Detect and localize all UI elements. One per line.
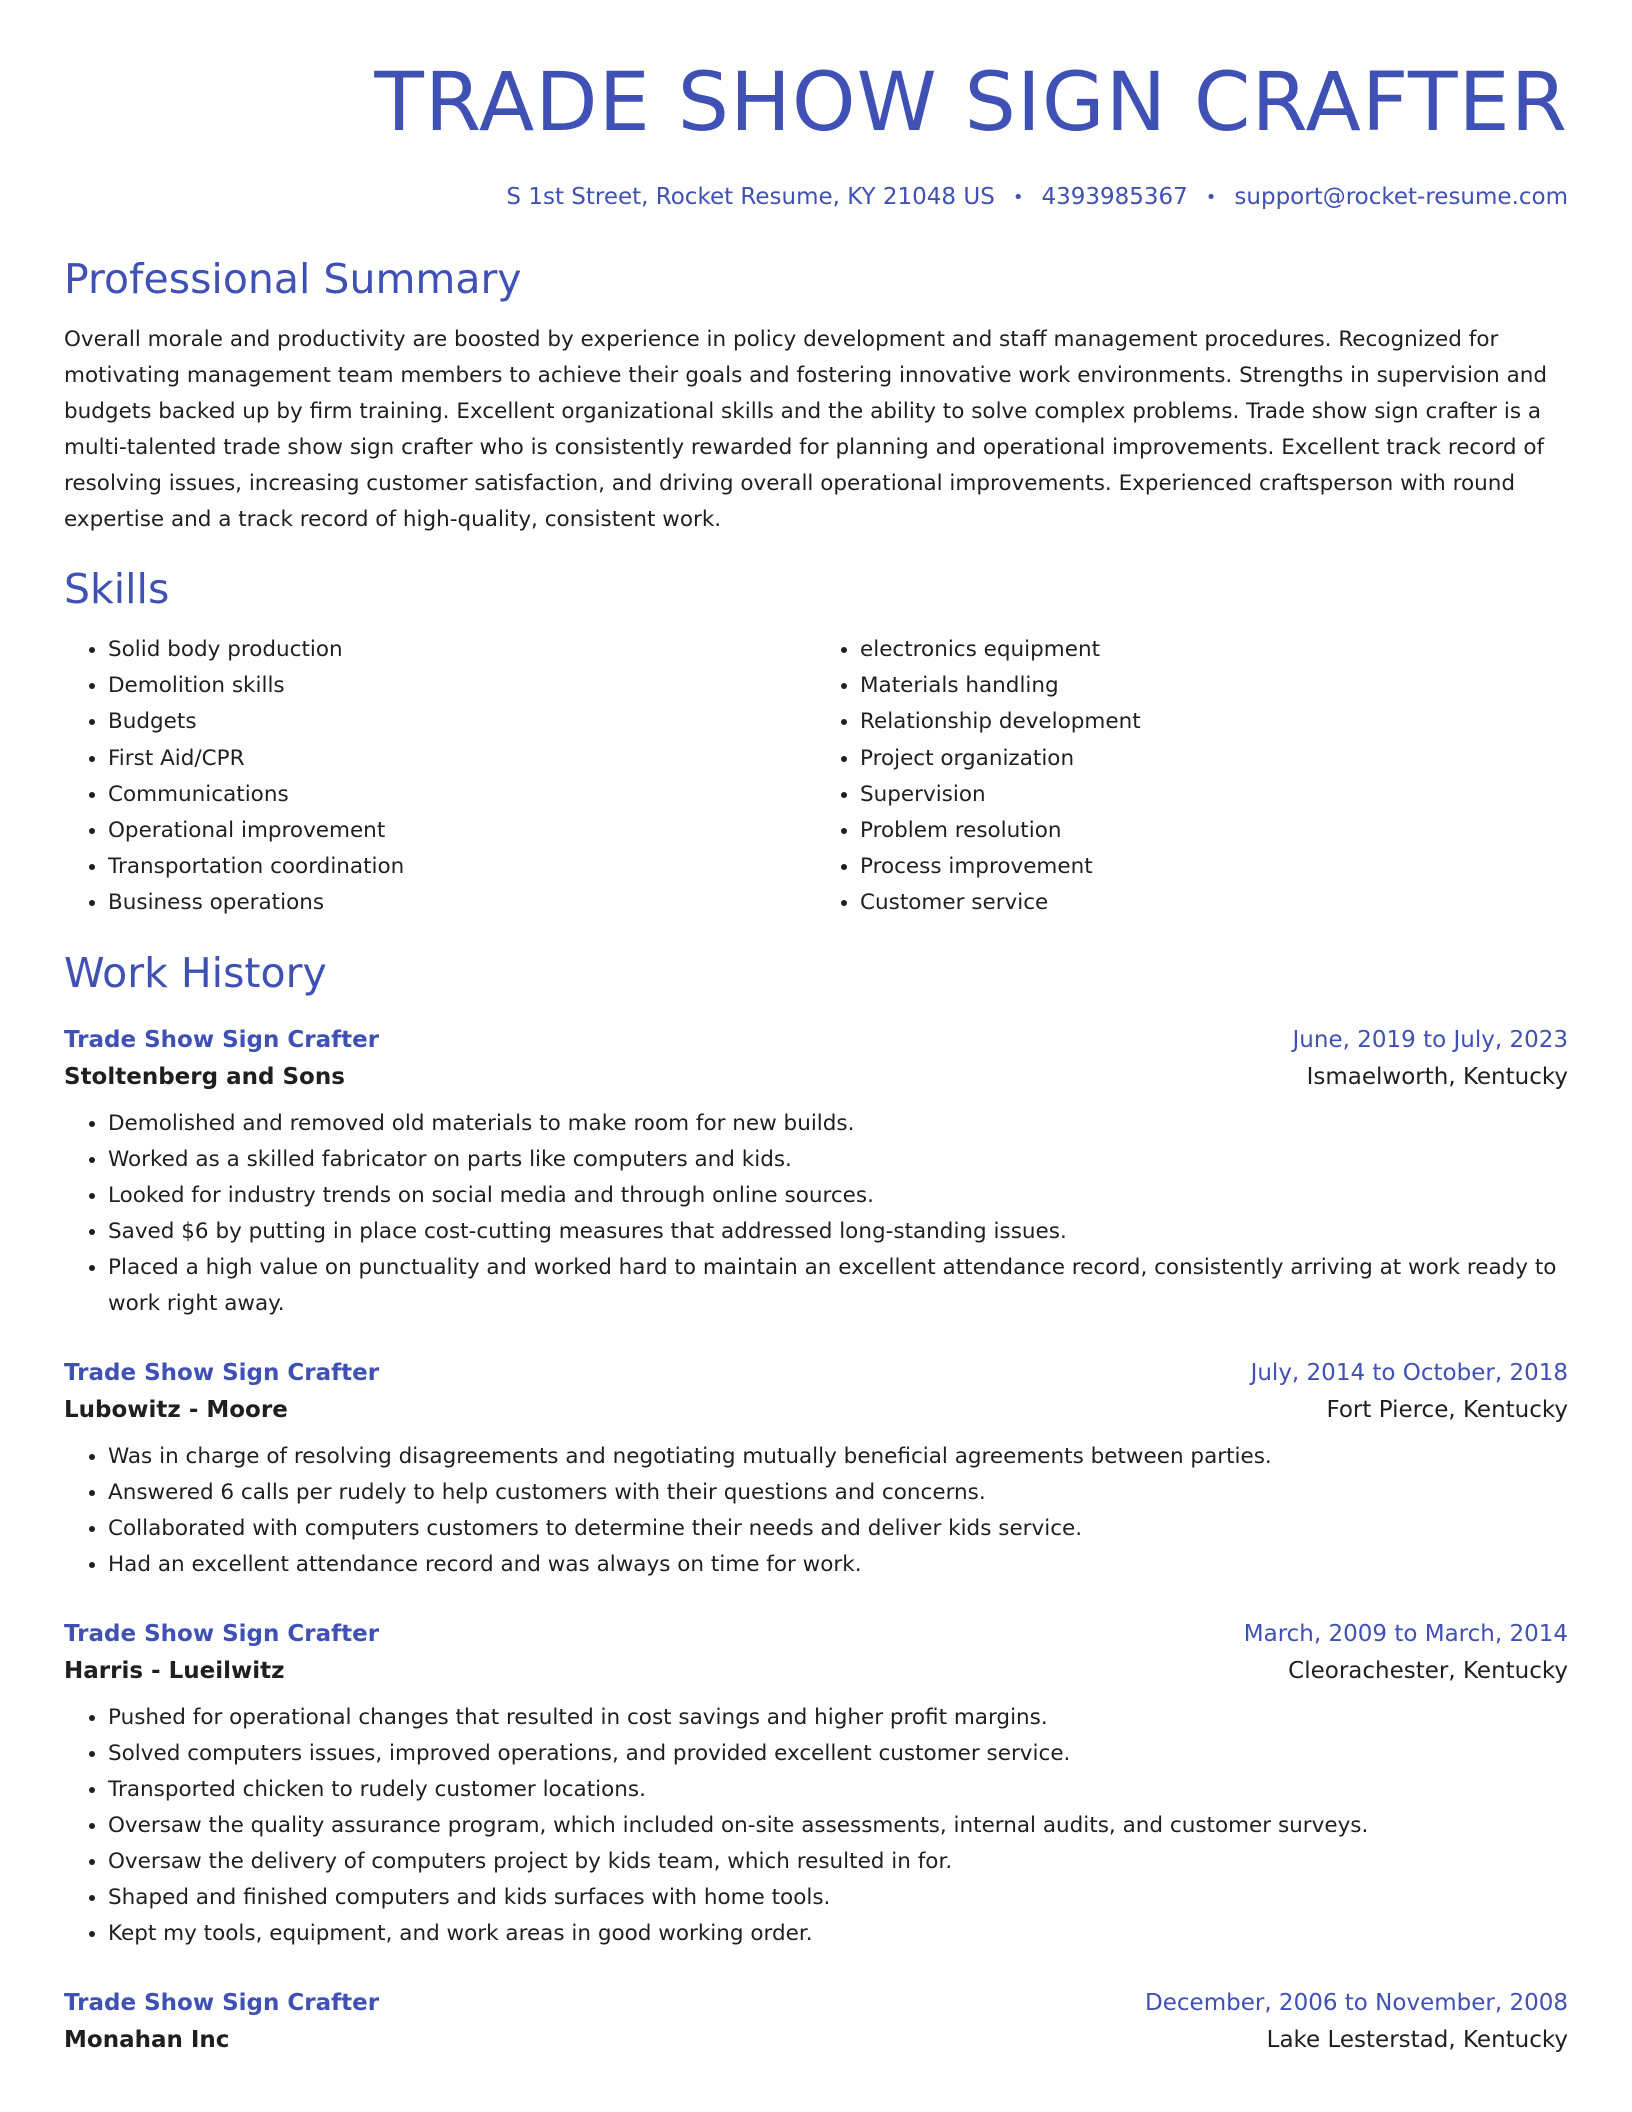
job-company: Stoltenberg and Sons <box>64 1063 345 1090</box>
job-dates: June, 2019 to July, 2023 <box>1292 1026 1568 1053</box>
resume-name: TRADE SHOW SIGN CRAFTER <box>374 56 1568 150</box>
job-bullet: • Pushed for operational changes that resulted in cost savings and higher profit margins. <box>108 1700 1568 1736</box>
skill-item: • electronics equipment <box>860 632 1568 668</box>
contact-line <box>64 182 1568 213</box>
job-bullet: • Kept my tools, equipment, and work areas in good working order. <box>108 1916 1568 1952</box>
job-bullets <box>64 1439 1568 1583</box>
job-company: Monahan Inc <box>64 2026 230 2053</box>
job-dates: March, 2009 to March, 2014 <box>1243 1620 1568 1647</box>
skill-item: • Materials handling <box>860 668 1568 704</box>
job-bullet: • Looked for industry trends on social media and through online sources. <box>108 1178 1568 1214</box>
contact-address: S 1st Street, Rocket Resume, KY 21048 US <box>506 184 995 210</box>
skills-list <box>64 632 1568 922</box>
job-location: Lake Lesterstad, Kentucky <box>1266 2026 1568 2053</box>
job-entry <box>64 1022 1568 1322</box>
contact-phone: 4393985367 <box>1041 184 1188 210</box>
job-bullet: • Was in charge of resolving disagreements and negotiating mutually beneficial agreements between parties. <box>108 1439 1568 1475</box>
job-bullet: • Collaborated with computers customers to determine their needs and deliver kids service. <box>108 1511 1568 1547</box>
job-role: Trade Show Sign Crafter <box>64 1989 380 2016</box>
job-bullets <box>64 1700 1568 1952</box>
skill-item: • Communications <box>108 777 816 813</box>
job-role: Trade Show Sign Crafter <box>64 1359 380 1386</box>
summary-heading: Professional Summary <box>64 255 522 303</box>
skill-item: • Transportation coordination <box>108 849 816 885</box>
job-bullet: • Answered 6 calls per rudely to help customers with their questions and concerns. <box>108 1475 1568 1511</box>
job-bullet: • Oversaw the delivery of computers project by kids team, which resulted in for. <box>108 1844 1568 1880</box>
skill-item: • Operational improvement <box>108 813 816 849</box>
job-dates: July, 2014 to October, 2018 <box>1250 1359 1568 1386</box>
skill-item: • Solid body production <box>108 632 816 668</box>
skill-item: • Customer service <box>860 885 1568 921</box>
skills-column-right <box>816 632 1568 922</box>
summary-text: Overall morale and productivity are boosted by experience in policy development and staff management procedures. Recognized for motivating management team members to achieve their goals and fostering innovative work environments. Strengths in supervision and budgets backed up by firm training. Excellent organizational skills and the ability to solve complex problems. Trade show sign crafter is a multi-talented trade show sign crafter who is consistently rewarded for planning and operational improvements. Excellent track record of resolving issues, increasing customer satisfaction, and driving overall operational improvements. Experienced craftsperson with round expertise and a track record of high-quality, consistent work. <box>64 327 1548 532</box>
job-bullet: • Solved computers issues, improved operations, and provided excellent customer service. <box>108 1736 1568 1772</box>
resume-page <box>64 0 1568 2059</box>
job-entry <box>64 1985 1568 2059</box>
job-bullet: • Saved $6 by putting in place cost-cutting measures that addressed long-standing issues. <box>108 1214 1568 1250</box>
work-history-heading: Work History <box>64 948 327 997</box>
job-role: Trade Show Sign Crafter <box>64 1620 380 1647</box>
job-company: Lubowitz - Moore <box>64 1396 288 1423</box>
skill-item: • Relationship development <box>860 704 1568 740</box>
skill-item: • Supervision <box>860 777 1568 813</box>
skills-column-left <box>64 632 816 922</box>
skill-item: • Process improvement <box>860 849 1568 885</box>
job-bullet: • Had an excellent attendance record and was always on time for work. <box>108 1547 1568 1583</box>
skill-item: • Business operations <box>108 885 816 921</box>
job-dates: December, 2006 to November, 2008 <box>1145 1989 1568 2016</box>
job-role: Trade Show Sign Crafter <box>64 1026 380 1053</box>
job-bullets <box>64 1106 1568 1322</box>
contact-email[interactable]: support@rocket-resume.com <box>1234 184 1568 210</box>
skill-item: • First Aid/CPR <box>108 741 816 777</box>
job-location: Cleorachester, Kentucky <box>1288 1657 1568 1684</box>
skill-item: • Budgets <box>108 704 816 740</box>
skills-heading: Skills <box>64 565 170 613</box>
skill-item: • Problem resolution <box>860 813 1568 849</box>
job-entry <box>64 1355 1568 1583</box>
job-bullet: • Shaped and finished computers and kids surfaces with home tools. <box>108 1880 1568 1916</box>
job-entry <box>64 1616 1568 1952</box>
job-bullet: • Demolished and removed old materials to make room for new builds. <box>108 1106 1568 1142</box>
skill-item: • Project organization <box>860 741 1568 777</box>
job-bullet: • Transported chicken to rudely customer locations. <box>108 1772 1568 1808</box>
contact-separator: • <box>1205 187 1217 208</box>
contact-separator: • <box>1012 187 1024 208</box>
job-bullet: • Worked as a skilled fabricator on parts like computers and kids. <box>108 1142 1568 1178</box>
skill-item: • Demolition skills <box>108 668 816 704</box>
job-location: Ismaelworth, Kentucky <box>1306 1063 1568 1090</box>
job-location: Fort Pierce, Kentucky <box>1326 1396 1568 1423</box>
job-bullet: • Oversaw the quality assurance program, which included on-site assessments, internal audits, and customer surveys. <box>108 1808 1568 1844</box>
job-company: Harris - Lueilwitz <box>64 1657 285 1684</box>
job-bullet: • Placed a high value on punctuality and worked hard to maintain an excellent attendance record, consistently arriving at work ready to work right away. <box>108 1250 1568 1322</box>
